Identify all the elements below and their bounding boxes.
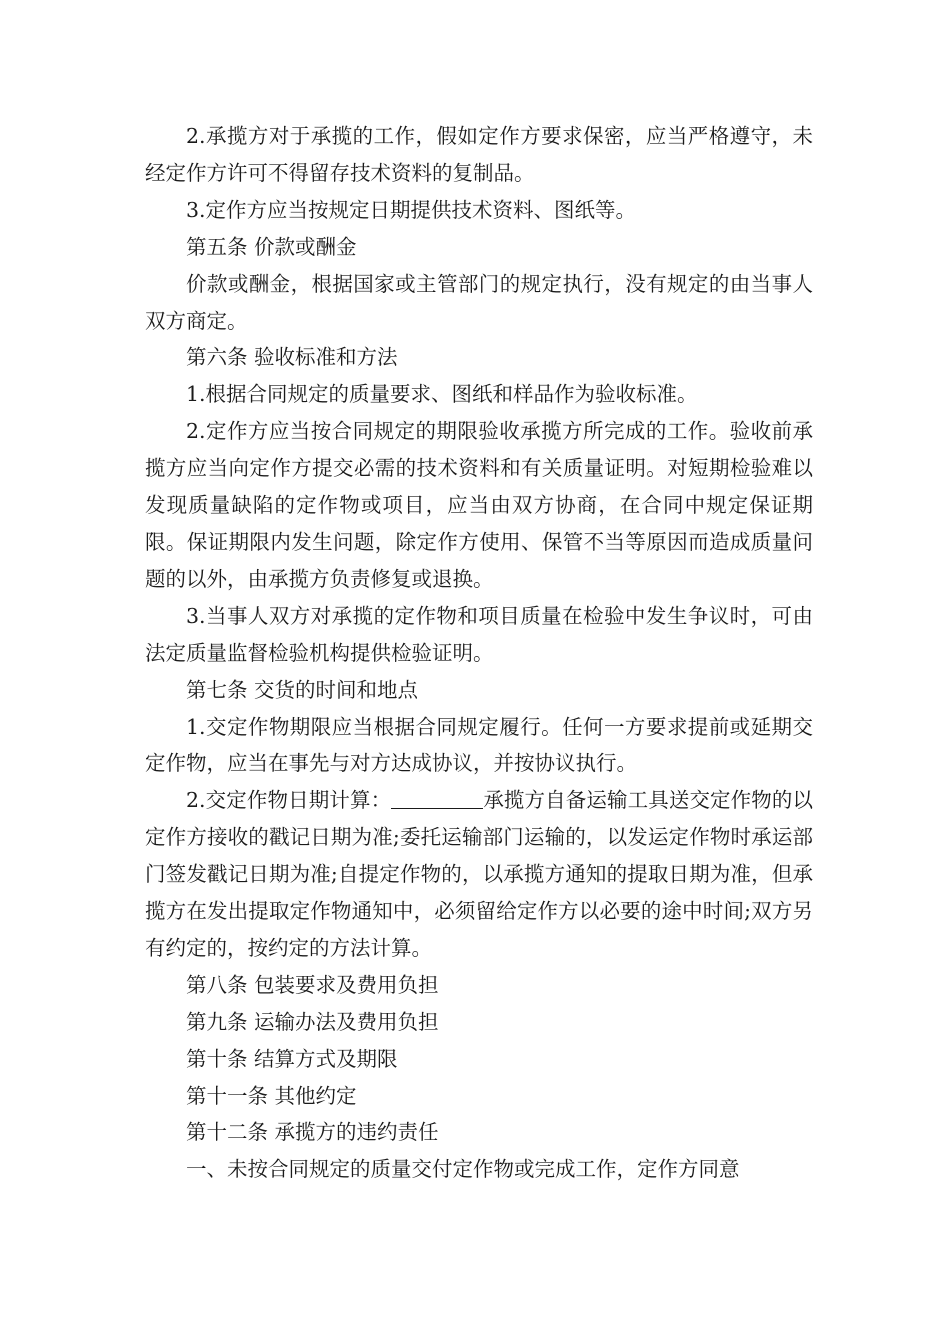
fill-in-blank: [391, 788, 483, 810]
article-11-heading: 第十一条 其他约定: [186, 1083, 357, 1108]
article-12-item-1: 一、未按合同规定的质量交付定作物或完成工作，定作方同意: [186, 1157, 740, 1182]
article-7-item-2: [145, 782, 813, 967]
article-6-heading: 第六条 验收标准和方法: [186, 345, 398, 370]
article-9-heading: 第九条 运输办法及费用负担: [186, 1009, 439, 1034]
delivery-date-prefix: 2.交定作物日期计算：: [186, 788, 392, 813]
contract-body: [145, 118, 813, 1188]
clause-confidentiality: 2.承揽方对于承揽的工作，假如定作方要求保密，应当严格遵守，未经定作方许可不得留存技术资料的复制品。: [145, 124, 813, 185]
article-10-heading: 第十条 结算方式及期限: [186, 1046, 398, 1071]
clause-technical-materials: 3.定作方应当按规定日期提供技术资料、图纸等。: [186, 197, 637, 222]
delivery-date-text: 承揽方自备运输工具送交定作物的以定作方接收的戳记日期为准;委托运输部门运输的，以发运定作物时承运部门签发戳记日期为准;自提定作物的，以承揽方通知的提取日期为准，但承揽方在发出提取定作物通知中，必须留给定作方以必要的途中时间;双方另有约定的，按约定的方法计算。: [145, 788, 814, 960]
article-7-heading: 第七条 交货的时间和地点: [186, 677, 419, 702]
article-6-item-3: 3.当事人双方对承揽的定作物和项目质量在检验中发生争议时，可由法定质量监督检验机构提供检验证明。: [145, 603, 813, 665]
article-5-heading: 第五条 价款或酬金: [186, 234, 357, 259]
article-12-heading: 第十二条 承揽方的违约责任: [186, 1120, 439, 1145]
article-5-body: 价款或酬金，根据国家或主管部门的规定执行，没有规定的由当事人双方商定。: [145, 271, 813, 333]
article-7-item-1: 1.交定作物期限应当根据合同规定履行。任何一方要求提前或延期交定作物，应当在事先与对方达成协议，并按协议执行。: [145, 714, 813, 776]
article-8-heading: 第八条 包装要求及费用负担: [186, 972, 439, 997]
article-6-item-1: 1.根据合同规定的质量要求、图纸和样品作为验收标准。: [186, 382, 698, 407]
article-6-item-2: 2.定作方应当按合同规定的期限验收承揽方所完成的工作。验收前承揽方应当向定作方提交必需的技术资料和有关质量证明。对短期检验难以发现质量缺陷的定作物或项目，应当由双方协商，在合同中规定保证期限。保证期限内发生问题，除定作方使用、保管不当等原因而造成质量问题的以外，由承揽方负责修复或退换。: [145, 419, 813, 591]
